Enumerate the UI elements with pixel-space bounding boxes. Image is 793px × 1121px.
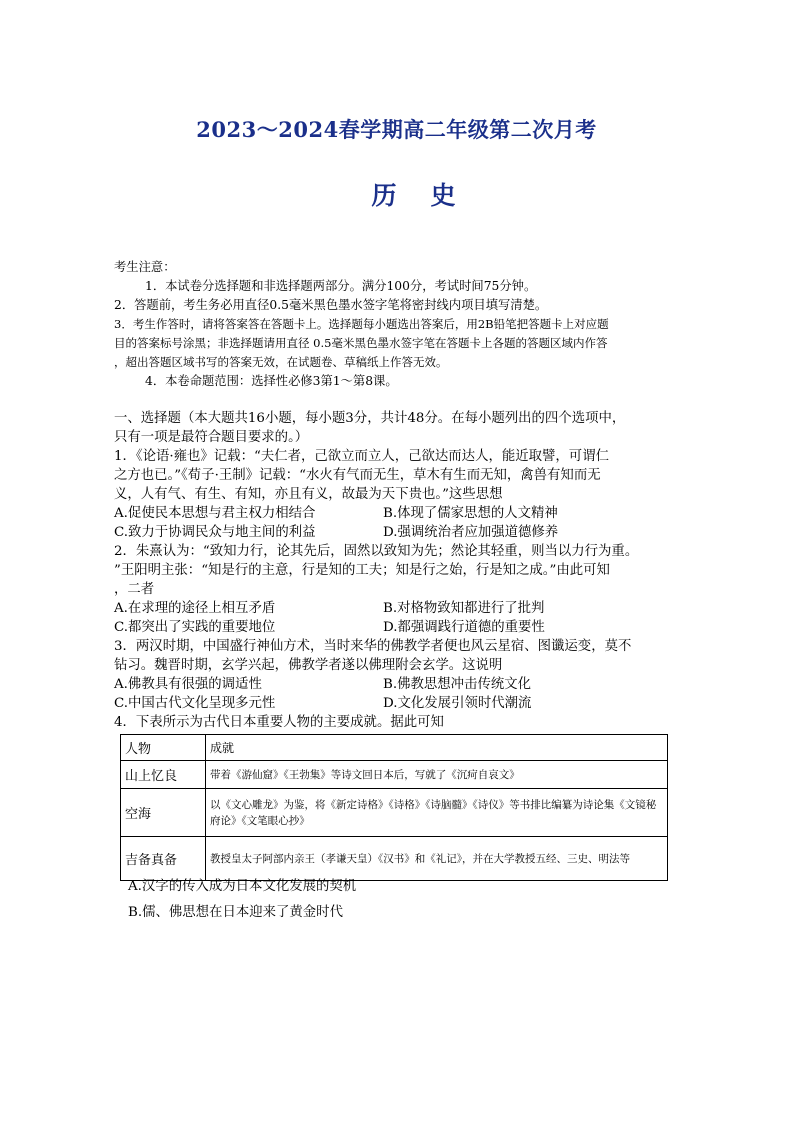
table-row <box>121 761 668 789</box>
option-a: A.促使民本思想与君主权力相结合 <box>114 506 316 521</box>
question-stem: ，二者 <box>114 582 155 597</box>
questions-block <box>114 409 694 732</box>
notice-line: 4．本卷命题范围：选择性必修3第1～第8课。 <box>145 374 398 388</box>
subject-title: 历史 <box>371 181 490 210</box>
question-stem: 之方也已。”《荀子·王制》记载：“水火有气而无生，草木有生而无知，禽兽有知而无 <box>114 468 601 483</box>
table-cell-text: 以《文心雕龙》为鉴，将《新定诗格》《诗格》《诗脑髓》《诗仪》等书排比编纂为诗论集《文镜秘府论》《文笔眼心抄》 <box>206 789 668 837</box>
question-stem: ”王阳明主张：“知是行的主意，行是知的工夫；知是行之始，行是知之成。”由此可知 <box>114 563 610 578</box>
notice-line: 3．考生作答时，请将答案答在答题卡上。选择题每小题选出答案后，用2B铅笔把答题卡上对应题 <box>114 317 609 331</box>
table-cell-name: 吉备真备 <box>121 837 206 881</box>
option-a: A.在求理的途径上相互矛盾 <box>114 601 276 616</box>
option-b: B.儒、佛思想在日本迎来了黄金时代 <box>128 905 343 920</box>
option-c: C.中国古代文化呈现多元性 <box>114 696 276 711</box>
question-stem: 3．两汉时期，中国盛行神仙方术，当时来华的佛教学者便也风云星宿、图谶运变，莫不 <box>114 639 632 654</box>
question-options <box>114 504 694 542</box>
question-options <box>128 874 688 926</box>
table-header-cell: 人物 <box>121 735 206 761</box>
section-heading: 一、选择题（本大题共16小题，每小题3分，共计48分。在每小题列出的四个选项中， <box>114 411 626 426</box>
option-c: C.致力于协调民众与地主间的利益 <box>114 525 316 540</box>
option-a: A.佛教具有很强的调适性 <box>114 677 262 692</box>
question-stem: 义，人有气、有生、有知，亦且有义，故最为天下贵也。”这些思想 <box>114 487 503 502</box>
table-cell-name: 山上忆良 <box>121 761 206 789</box>
table-header-row <box>121 735 668 761</box>
table-row <box>121 789 668 837</box>
option-b: B.佛教思想冲击传统文化 <box>383 677 532 692</box>
table-cell-name: 空海 <box>121 789 206 837</box>
option-d: D.强调统治者应加强道德修养 <box>383 525 559 540</box>
notice-block <box>114 258 694 391</box>
notice-line: 2．答题前，考生务必用直径0.5毫米黑色墨水签字笔将密封线内项目填写清楚。 <box>114 298 548 312</box>
notice-line: ，超出答题区域书写的答案无效，在试题卷、草稿纸上作答无效。 <box>114 355 448 369</box>
question-options <box>114 599 694 637</box>
table-cell-text: 教授皇太子阿部内亲王（孝谦天皇）《汉书》和《礼记》，并在大学教授五经、三史、明法等 <box>206 837 668 881</box>
notice-line: 1．本试卷分选择题和非选择题两部分。满分100分，考试时间75分钟。 <box>145 279 537 293</box>
question-stem: 钻习。魏晋时期，玄学兴起，佛教学者遂以佛理附会玄学。这说明 <box>114 658 503 673</box>
option-b: B.体现了儒家思想的人文精神 <box>383 506 558 521</box>
notice-heading: 考生注意： <box>114 260 176 274</box>
exam-title: 2023～2024春学期高二年级第二次月考 <box>196 117 597 142</box>
question-stem: 4．下表所示为古代日本重要人物的主要成就。据此可知 <box>114 715 444 730</box>
table-header-cell: 成就 <box>206 735 668 761</box>
option-d: D.都强调践行道德的重要性 <box>383 620 545 635</box>
option-b: B.对格物致知都进行了批判 <box>383 601 545 616</box>
option-c: C.都突出了实践的重要地位 <box>114 620 276 635</box>
question-stem: 2．朱熹认为：“致知力行，论其先后，固然以致知为先；然论其轻重，则当以力行为重。 <box>114 544 639 559</box>
section-heading: 只有一项是最符合题目要求的。） <box>114 430 309 445</box>
question-options <box>114 675 694 713</box>
option-d: D.文化发展引领时代潮流 <box>383 696 532 711</box>
question-stem: 1．《论语·雍也》记载：“夫仁者，己欲立而立人，己欲达而达人，能近取譬，可谓仁 <box>114 449 609 464</box>
table-cell-text: 带着《游仙窟》《王勃集》等诗文回日本后，写就了《沉疴自哀文》 <box>206 761 668 789</box>
achievements-table <box>120 734 668 881</box>
option-a: A.汉字的传入成为日本文化发展的契机 <box>128 879 357 894</box>
notice-line: 目的答案标号涂黑；非选择题请用直径 0.5毫米黑色墨水签字笔在答题卡上各题的答题区域内作答 <box>114 336 608 350</box>
